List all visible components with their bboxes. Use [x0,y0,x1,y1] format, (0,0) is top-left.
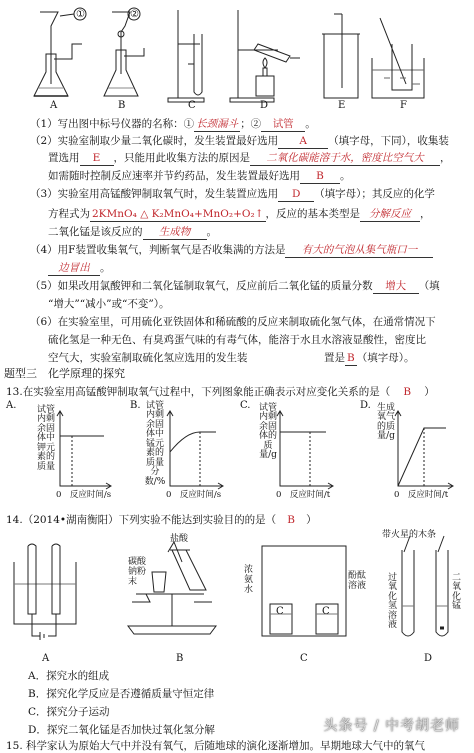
callout-2: ② [130,9,139,20]
question-text: （填字母）；其反应的化学 [314,188,435,200]
label-c-right: C [322,606,330,617]
q12-line [48,152,466,166]
graph-d-ylabel: 生成氧气的质量/g [376,403,395,442]
exp-b-letter: B [176,653,184,664]
answer-blank: D [278,188,314,202]
question-text: 置选用 [48,152,80,164]
answer-blank: 有大的气泡从集气瓶口一 [285,244,433,258]
answer-blank: E [80,152,114,166]
answer-blank: 增大 [373,280,419,294]
q12-line [48,262,466,276]
option-b: B．探究化学反应是否遵循质量守恒定律 [28,688,215,700]
question-text: （1）写出图中标号仪器的名称：① [30,118,195,130]
option-a: A．探究水的组成 [28,670,110,682]
q12-line [30,118,466,132]
graph-a-xlabel: 0 反应时间/s [56,490,112,500]
label-mno2: 二氧化锰 [452,573,462,612]
question-text: （填字母，下同），收集装 [328,135,449,147]
question-text: 。 [100,262,111,274]
q13-text: 13.在实验室用高锰酸钾制取氧气过程中，下列图象能正确表示对应变化关系的是（ [6,386,391,398]
q14-text: 14.（2014•湖南衡阳）下列实验不能达到实验目的的是（ [6,514,277,526]
question-text: 。 [305,118,316,130]
graph-b [167,411,223,489]
label-carbonate: 碳酸钠粉末 [128,557,147,587]
callout-1: ① [76,9,85,20]
apparatus-d-stand [230,10,300,102]
q12-line [30,316,466,329]
apparatus-e-jar [322,14,360,98]
exp-c-letter: C [300,653,308,664]
q13-answer: B [403,386,412,398]
graph-a-letter: A. [6,400,17,411]
answer-blank: B [345,352,357,366]
q12-line [48,170,466,184]
q12-line [30,280,466,294]
q14-stem [6,514,466,527]
q12-line [30,135,466,149]
answer-blank: 长颈漏斗 [194,118,240,132]
q12-line [48,226,466,240]
question-text: 置是 [324,352,345,364]
apparatus-c-stand [168,10,204,102]
question-text: （2）实验室制取少量二氧化碳时，发生装置最好选用 [30,135,279,147]
experiment-b-balance [128,542,216,634]
q13-stem [6,386,466,399]
experiments-figure [0,532,474,652]
question-text: （6）在实验室里，可用硫化亚铁固体和稀硫酸的反应来制取硫化氢气体，在通常情况下 [30,316,436,328]
answer-blank: 分解反应 [360,208,420,222]
q12-line [48,334,466,347]
question-text: 。 [340,170,351,182]
question-text: ；② [240,118,262,130]
label-c-left: C [276,606,284,617]
q12-line [48,208,466,222]
exp-a-letter: A [42,653,50,664]
question-text: 硫化氢是一种无色、有臭鸡蛋气味的有毒气体，能溶于水且水溶液显酸性，密度比 [48,334,426,346]
q14-close: ） [306,514,317,526]
question-text: （4）用F装置收集氧气，判断氧气是否收集满的方法是 [30,244,286,256]
section-title: 题型三 化学原理的探究 [4,367,125,380]
label-a: A [50,100,58,111]
q12-line [324,352,466,366]
question-text: ，反应的基本类型是 [265,208,361,220]
watermark: 头条号 / 中考胡老师 [323,717,460,734]
label-h2o2: 过氧化氢溶液 [388,573,398,631]
apparatus-f-trough [372,18,424,98]
graph-b-letter: B. [130,400,141,411]
answer-blank: 2KMnO₄ △ K₂MnO₄+MnO₂+O₂↑ [90,208,266,222]
apparatus-figure [28,4,428,114]
answer-blank: A [278,135,328,149]
experiment-d-tubes [402,536,448,636]
answer-blank: 生成物 [143,226,207,240]
question-text: ， [420,208,431,220]
q13-close: ） [424,386,435,398]
answer-blank: 二氧化碳能溶于水，密度比空气大 [250,152,440,166]
label-d: D [260,100,269,111]
question-text: 如需随时控制反应速率并节约药品，发生装置最好选用 [48,170,300,182]
graph-b-ylabel: 试管内剩余固体中锰元素的质量分数/% [144,401,166,487]
answer-blank: 试管 [261,118,305,132]
label-b: B [118,100,126,111]
label-e: E [338,100,346,111]
question-text: ， [440,152,451,164]
experiment-c-beakers [262,546,346,636]
graph-d [395,411,453,489]
label-ammonia: 浓氨水 [244,565,254,595]
label-phenol: 酚酞溶液 [348,571,367,591]
q12-line [48,298,466,311]
option-c: C．探究分子运动 [28,706,110,718]
question-text: （填 [418,280,440,292]
question-text: 方程式为 [48,208,90,220]
question-text: 二氧化锰是该反应的 [48,226,143,238]
graph-c-ylabel: 试管内剩余固体的质量/g [258,403,277,461]
q12-line [30,244,466,258]
label-stick: 带火星的木条 [382,530,437,540]
question-text: （3）实验室用高锰酸钾制取氧气时，发生装置应选用 [30,188,279,200]
option-d: D．探究二氧化锰是否加快过氧化氢分解 [28,724,215,736]
question-text: ，只能用此收集方法的原因是 [113,152,250,164]
label-c: C [188,100,196,111]
question-text: 。 [206,226,217,238]
graph-d-letter: D. [360,400,371,411]
q15-partial: 15. 科学家认为原始大气中并没有氧气，后随地球的演化逐渐增加。早期地球大气中的氧气 [6,740,426,752]
exp-d-letter: D [424,653,433,664]
label-f: F [400,100,407,111]
graph-a [57,411,111,489]
graph-b-xlabel: 0 反应时间/s [166,490,222,500]
q12-line [30,188,466,202]
answer-blank: B [300,170,340,184]
graph-c-letter: C. [240,400,251,411]
question-text: （填字母）。 [356,352,415,364]
question-text: 空气大，实验室制取硫化氢应选用的发生装 [48,352,248,364]
question-text: “增大”“减小”或“不变”）。 [48,298,170,310]
label-salt-acid: 盐酸 [170,534,189,544]
graph-c-xlabel: 0 反应时间/t [276,490,331,500]
graph-d-xlabel: 0 反应时间/t [394,490,449,500]
question-text: （5）如果改用氯酸钾和二氧化锰制取氧气，反应前后二氧化锰的质量分数 [30,280,373,292]
experiment-a-electrolysis [14,544,76,640]
graph-a-ylabel: 试管内剩余固体中钾元素的质量 [36,405,55,472]
graph-c [277,411,333,489]
q14-answer: B [287,514,295,526]
answer-blank: 边冒出 [48,262,100,276]
